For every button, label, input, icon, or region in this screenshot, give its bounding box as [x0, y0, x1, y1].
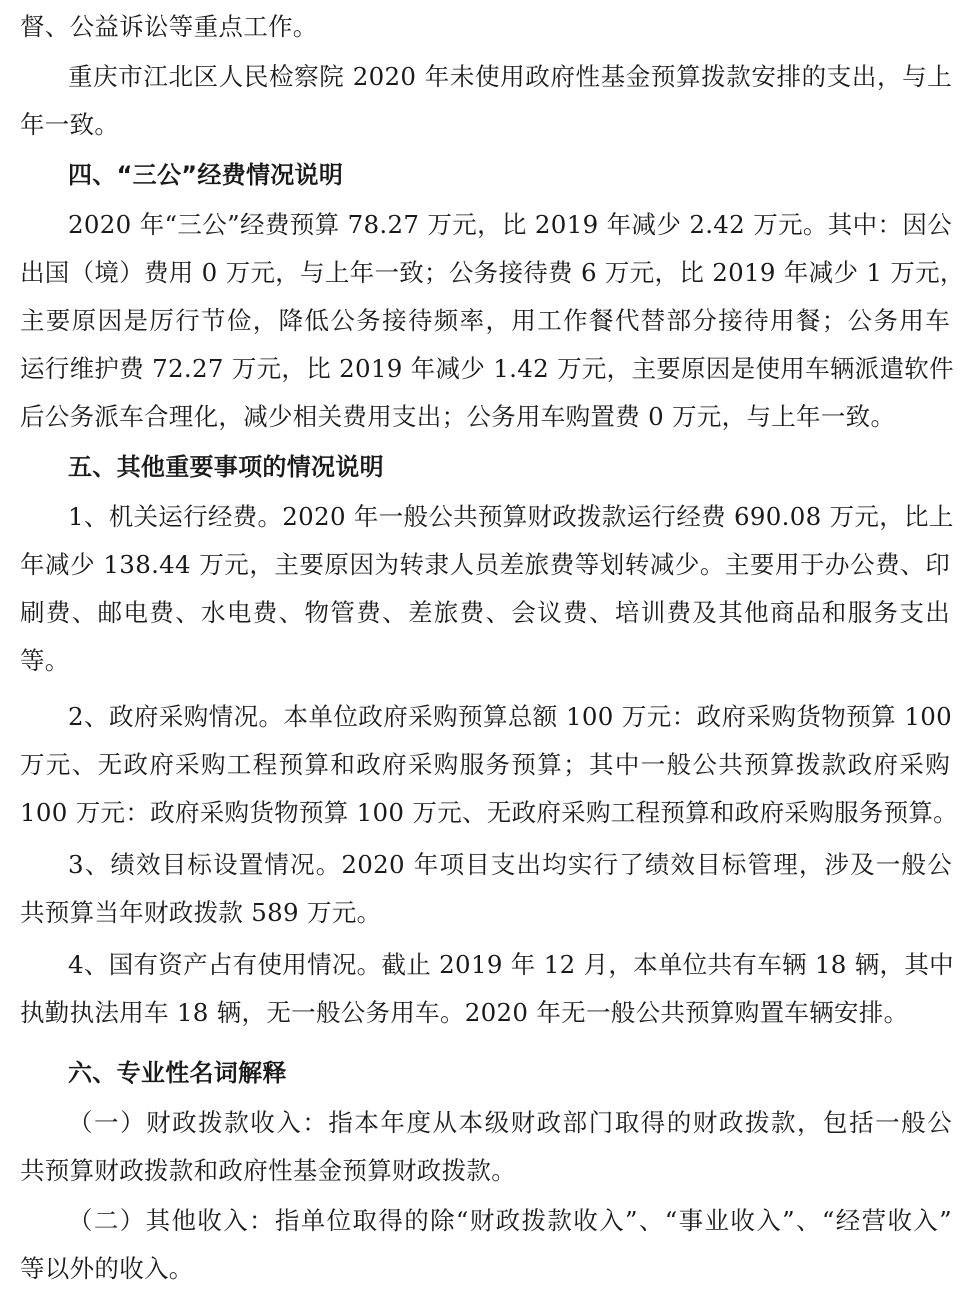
- text-line: 重庆市江北区人民检察院 2020 年未使用政府性基金预算拨款安排的支出，与上: [68, 62, 952, 91]
- text-line: 2020 年“三公”经费预算 78.27 万元，比 2019 年减少 2.42 万元。其中：因公: [68, 210, 952, 239]
- text-line: 等。: [20, 646, 70, 675]
- text-line: 出国（境）费用 0 万元，与上年一致；公务接待费 6 万元，比 2019 年减少 1 万元，: [20, 258, 965, 287]
- text-line: 4、国有资产占有使用情况。截止 2019 年 12 月，本单位共有车辆 18 辆，其中: [68, 950, 954, 979]
- text-line: 2、政府采购情况。本单位政府采购预算总额 100 万元：政府采购货物预算 100: [68, 702, 952, 731]
- text-line: 运行维护费 72.27 万元，比 2019 年减少 1.42 万元，主要原因是使用车辆派遣软件: [20, 354, 954, 383]
- text-line: 100 万元：政府采购货物预算 100 万元、无政府采购工程预算和政府采购服务预算。: [20, 798, 958, 827]
- text-line: 后公务派车合理化，减少相关费用支出；公务用车购置费 0 万元，与上年一致。: [20, 402, 896, 431]
- text-line: 年一致。: [20, 110, 120, 139]
- text-line: 刷费、邮电费、水电费、物管费、差旅费、会议费、培训费及其他商品和服务支出: [20, 598, 950, 627]
- text-line: 万元、无政府采购工程预算和政府采购服务预算；其中一般公共预算拨款政府采购: [20, 750, 950, 779]
- text-line: （一）财政拨款收入：指本年度从本级财政部门取得的财政拨款，包括一般公: [68, 1108, 952, 1137]
- text-line: 主要原因是厉行节俭，降低公务接待频率，用工作餐代替部分接待用餐；公务用车: [20, 306, 950, 335]
- text-line: 执勤执法用车 18 辆，无一般公务用车。2020 年无一般公共预算购置车辆安排。: [20, 998, 909, 1027]
- text-line: （二）其他收入：指单位取得的除“财政拨款收入”、“事业收入”、“经营收入”: [68, 1206, 952, 1235]
- section-heading: 四、“三公”经费情况说明: [68, 161, 344, 189]
- section-heading: 五、其他重要事项的情况说明: [68, 453, 384, 481]
- text-line: 年减少 138.44 万元，主要原因为转隶人员差旅费等划转减少。主要用于办公费、印: [20, 550, 950, 579]
- section-heading: 六、专业性名词解释: [68, 1059, 287, 1087]
- text-line: 共预算财政拨款和政府性基金预算财政拨款。: [20, 1156, 516, 1185]
- text-line: 1、机关运行经费。2020 年一般公共预算财政拨款运行经费 690.08 万元，比上: [68, 502, 954, 531]
- text-line: 等以外的收入。: [20, 1254, 194, 1283]
- text-line: 共预算当年财政拨款 589 万元。: [20, 898, 382, 927]
- text-line: 3、绩效目标设置情况。2020 年项目支出均实行了绩效目标管理，涉及一般公: [68, 850, 952, 879]
- text-line: 督、公益诉讼等重点工作。: [20, 12, 318, 41]
